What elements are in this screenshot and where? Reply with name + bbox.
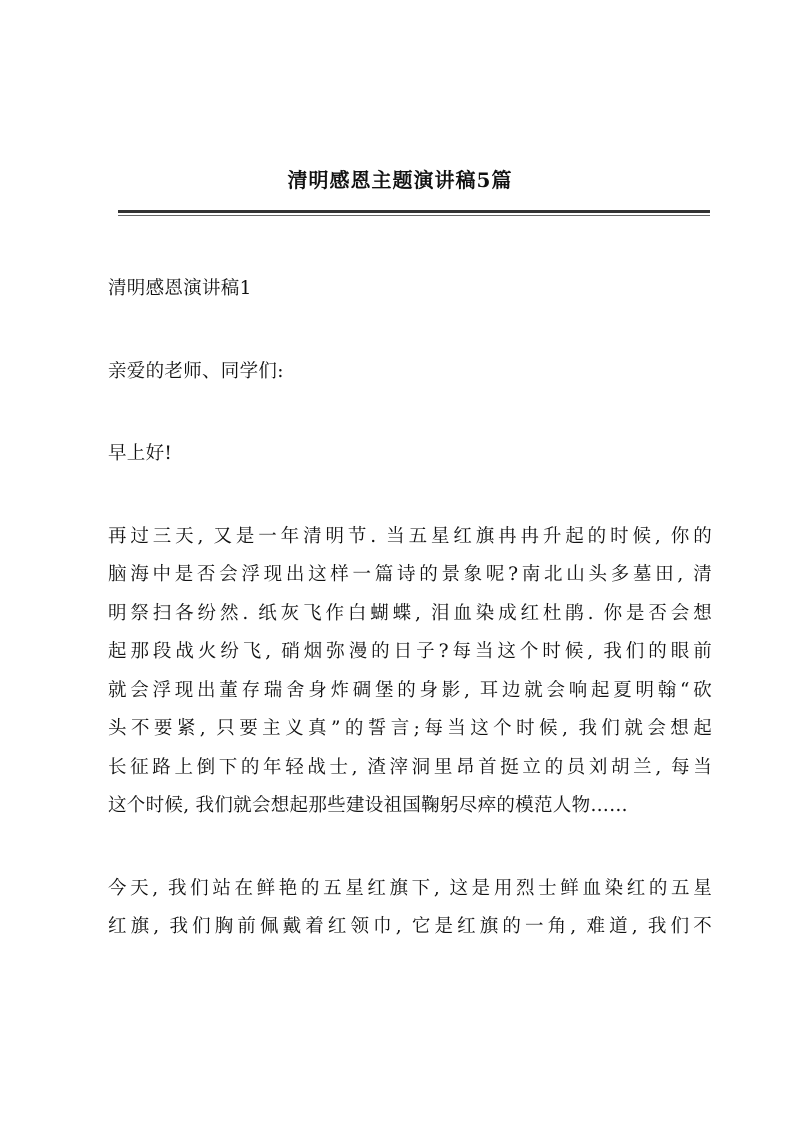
paragraph-line: 脑海中是否会浮现出这样一篇诗的景象呢?南北山头多墓田, 清: [108, 564, 712, 585]
paragraph-line: 这个时候, 我们就会想起那些建设祖国鞠躬尽瘁的模范人物……: [108, 795, 628, 816]
greeting: 早上好!: [108, 443, 173, 464]
paragraph-line: 长征路上倒下的年轻战士, 渣滓洞里昂首挺立的员刘胡兰, 每当: [108, 756, 712, 778]
title-divider-thin: [118, 215, 710, 216]
paragraph-line: 红旗, 我们胸前佩戴着红领巾, 它是红旗的一角, 难道, 我们不: [108, 916, 712, 937]
paragraph-line: 今天, 我们站在鲜艳的五星红旗下, 这是用烈士鲜血染红的五星: [108, 877, 712, 899]
paragraph-line: 就会浮现出董存瑞舍身炸碉堡的身影, 耳边就会响起夏明翰“砍: [108, 679, 712, 701]
paragraph-gap: [108, 391, 712, 435]
paragraph-line: 再过三天, 又是一年清明节. 当五星红旗冉冉升起的时候, 你的: [108, 525, 712, 547]
paragraph-1: [108, 518, 712, 826]
paragraph-line: 明祭扫各纷然. 纸灰飞作白蝴蝶, 泪血染成红杜鹃. 你是否会想: [108, 602, 712, 624]
paragraph-line: 起那段战火纷飞, 硝烟弥漫的日子?每当这个时候, 我们的眼前: [108, 641, 712, 662]
document-title: 清明感恩主题演讲稿5篇: [287, 168, 513, 192]
salutation: 亲爱的老师、同学们:: [108, 360, 284, 382]
paragraph-2: [108, 870, 712, 947]
title-divider: [118, 210, 710, 213]
paragraph-gap: [108, 474, 712, 518]
document-body: [108, 270, 712, 947]
paragraph-gap: [108, 826, 712, 870]
section-heading: 清明感恩演讲稿1: [108, 278, 252, 299]
paragraph-gap: [108, 309, 712, 353]
paragraph-line: 头不要紧, 只要主义真”的誓言;每当这个时候, 我们就会想起: [108, 718, 712, 739]
